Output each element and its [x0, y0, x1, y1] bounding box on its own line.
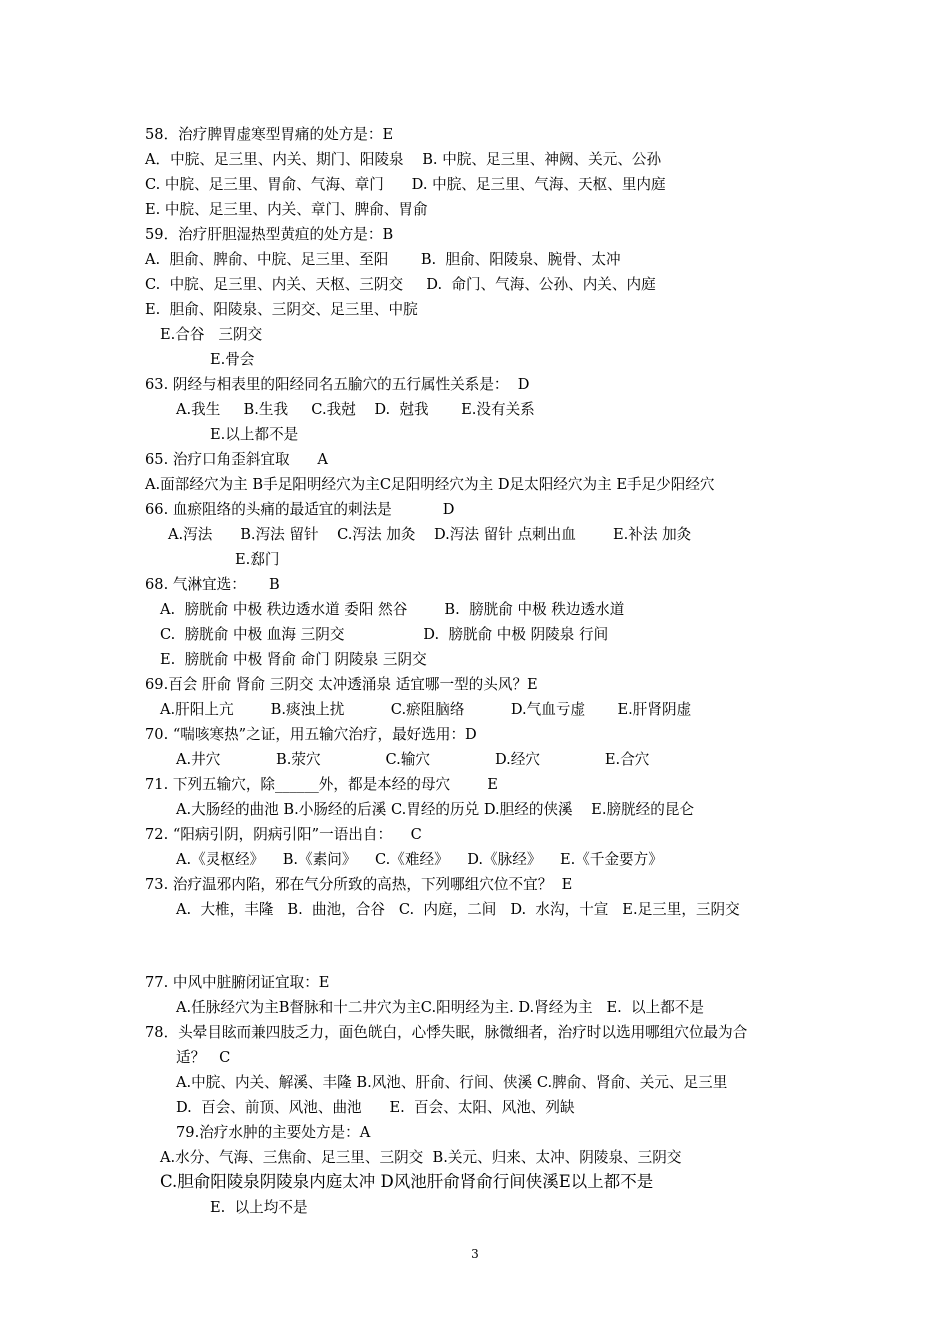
- q68-option-e: E. 膀胱俞 中极 肾俞 命门 阴陵泉 三阴交: [160, 651, 427, 668]
- q79-option-e: E. 以上均不是: [210, 1199, 308, 1216]
- q69-question: 69.百会 肝俞 肾俞 三阴交 太冲透涌泉 适宜哪一型的头风？E: [145, 676, 538, 693]
- fragment-line: E.骨会: [210, 351, 255, 368]
- q79-options-ab: A.水分、气海、三焦俞、足三里、三阴交 B.关元、归来、太冲、阴陵泉、三阴交: [160, 1149, 682, 1166]
- fragment-line: E.合谷 三阴交: [160, 326, 263, 343]
- q58-question: 58．治疗脾胃虚寒型胃痛的处方是：E: [145, 126, 394, 143]
- q78-question: 78．头晕目眩而兼四肢乏力，面色㿠白，心悸失眠，脉微细者，治疗时以选用哪组穴位最为合: [145, 1024, 748, 1041]
- q59-question: 59．治疗肝胆湿热型黄疸的处方是：B: [145, 226, 394, 243]
- q79-question: 79.治疗水肿的主要处方是：A: [176, 1124, 371, 1141]
- q58-option-e: E. 中脘、足三里、内关、章门、脾俞、胃俞: [145, 201, 428, 218]
- q72-question: 72. “阳病引阴，阴病引阳”一语出自： C: [145, 826, 422, 843]
- q59-options-cd: C. 中脘、足三里、内关、天枢、三阴交 D. 命门、气海、公孙、内关、内庭: [145, 276, 656, 293]
- q77-options: A.任脉经穴为主B督脉和十二井穴为主C.阳明经为主. D.肾经为主 E. 以上都不是: [176, 999, 704, 1016]
- q71-question: 71. 下列五输穴，除______外，都是本经的母穴 E: [145, 776, 498, 793]
- q63-option-e: E.以上都不是: [210, 426, 299, 443]
- fragment-line: E.郄门: [235, 551, 280, 568]
- q58-options-ab: A．中脘、足三里、内关、期门、阳陵泉 B. 中脘、足三里、神阙、关元、公孙: [145, 151, 662, 168]
- q68-options-ab: A. 膀胱俞 中极 秩边透水道 委阳 然谷 B. 膀胱俞 中极 秩边透水道: [160, 601, 625, 618]
- q69-options: A.肝阳上亢 B.痰浊上扰 C.瘀阻脑络 D.气血亏虚 E.肝肾阴虚: [160, 701, 692, 718]
- q70-options: A.井穴 B.荥穴 C.输穴 D.经穴 E.合穴: [176, 751, 650, 768]
- q65-question: 65. 治疗口角歪斜宜取 A: [145, 451, 328, 468]
- q78-options-abc: A.中脘、内关、解溪、丰隆 B.风池、肝俞、行间、侠溪 C.脾俞、肾俞、关元、足三里: [176, 1074, 728, 1091]
- q58-options-cd: C. 中脘、足三里、胃俞、气海、章门 D. 中脘、足三里、气海、天枢、里内庭: [145, 176, 666, 193]
- q68-question: 68. 气淋宜选： B: [145, 576, 280, 593]
- q65-options: A.面部经穴为主 B手足阳明经穴为主C足阳明经穴为主 D足太阳经穴为主 E手足少阳经穴: [145, 476, 715, 493]
- q63-options: A.我生 B.生我 C.我尅 D. 尅我 E.没有关系: [176, 401, 535, 418]
- q71-options: A.大肠经的曲池 B.小肠经的后溪 C.胃经的历兑 D.胆经的侠溪 E.膀胱经的昆仑: [176, 801, 695, 818]
- q78-question-cont: 适？ C: [176, 1049, 231, 1066]
- q68-options-cd: C. 膀胱俞 中极 血海 三阴交 D. 膀胱俞 中极 阴陵泉 行间: [160, 626, 609, 643]
- q73-question: 73. 治疗温邪内陷，邪在气分所致的高热，下列哪组穴位不宜？ E: [145, 876, 573, 893]
- q59-options-ab: A. 胆俞、脾俞、中脘、足三里、至阳 B. 胆俞、阳陵泉、腕骨、太冲: [145, 251, 621, 268]
- q78-options-de: D. 百会、前顶、风池、曲池 E. 百会、太阳、风池、列缺: [176, 1099, 575, 1116]
- q66-question: 66. 血瘀阻络的头痛的最适宜的刺法是 D: [145, 501, 455, 518]
- q77-question: 77. 中风中脏腑闭证宜取：E: [145, 974, 330, 991]
- q66-options: A.泻法 B.泻法 留针 C.泻法 加灸 D.泻法 留针 点刺出血 E.补法 加灸: [168, 526, 692, 543]
- q79-options-cde: C.胆俞阳陵泉阴陵泉内庭太冲 D风池肝俞肾俞行间侠溪E以上都不是: [160, 1172, 654, 1191]
- q59-option-e: E. 胆俞、阳陵泉、三阴交、足三里、中脘: [145, 301, 418, 318]
- q72-options: A.《灵枢经》 B.《素问》 C.《难经》 D.《脉经》 E.《千金要方》: [176, 851, 663, 868]
- q70-question: 70. “喘咳寒热”之证，用五输穴治疗，最好选用：D: [145, 726, 477, 743]
- q63-question: 63. 阴经与相表里的阳经同名五腧穴的五行属性关系是： D: [145, 376, 530, 393]
- page-number: 3: [471, 1247, 479, 1261]
- q73-options: A. 大椎，丰隆 B. 曲池，合谷 C. 内庭，二间 D. 水沟，十宣 E.足三里，三阴交: [176, 901, 740, 918]
